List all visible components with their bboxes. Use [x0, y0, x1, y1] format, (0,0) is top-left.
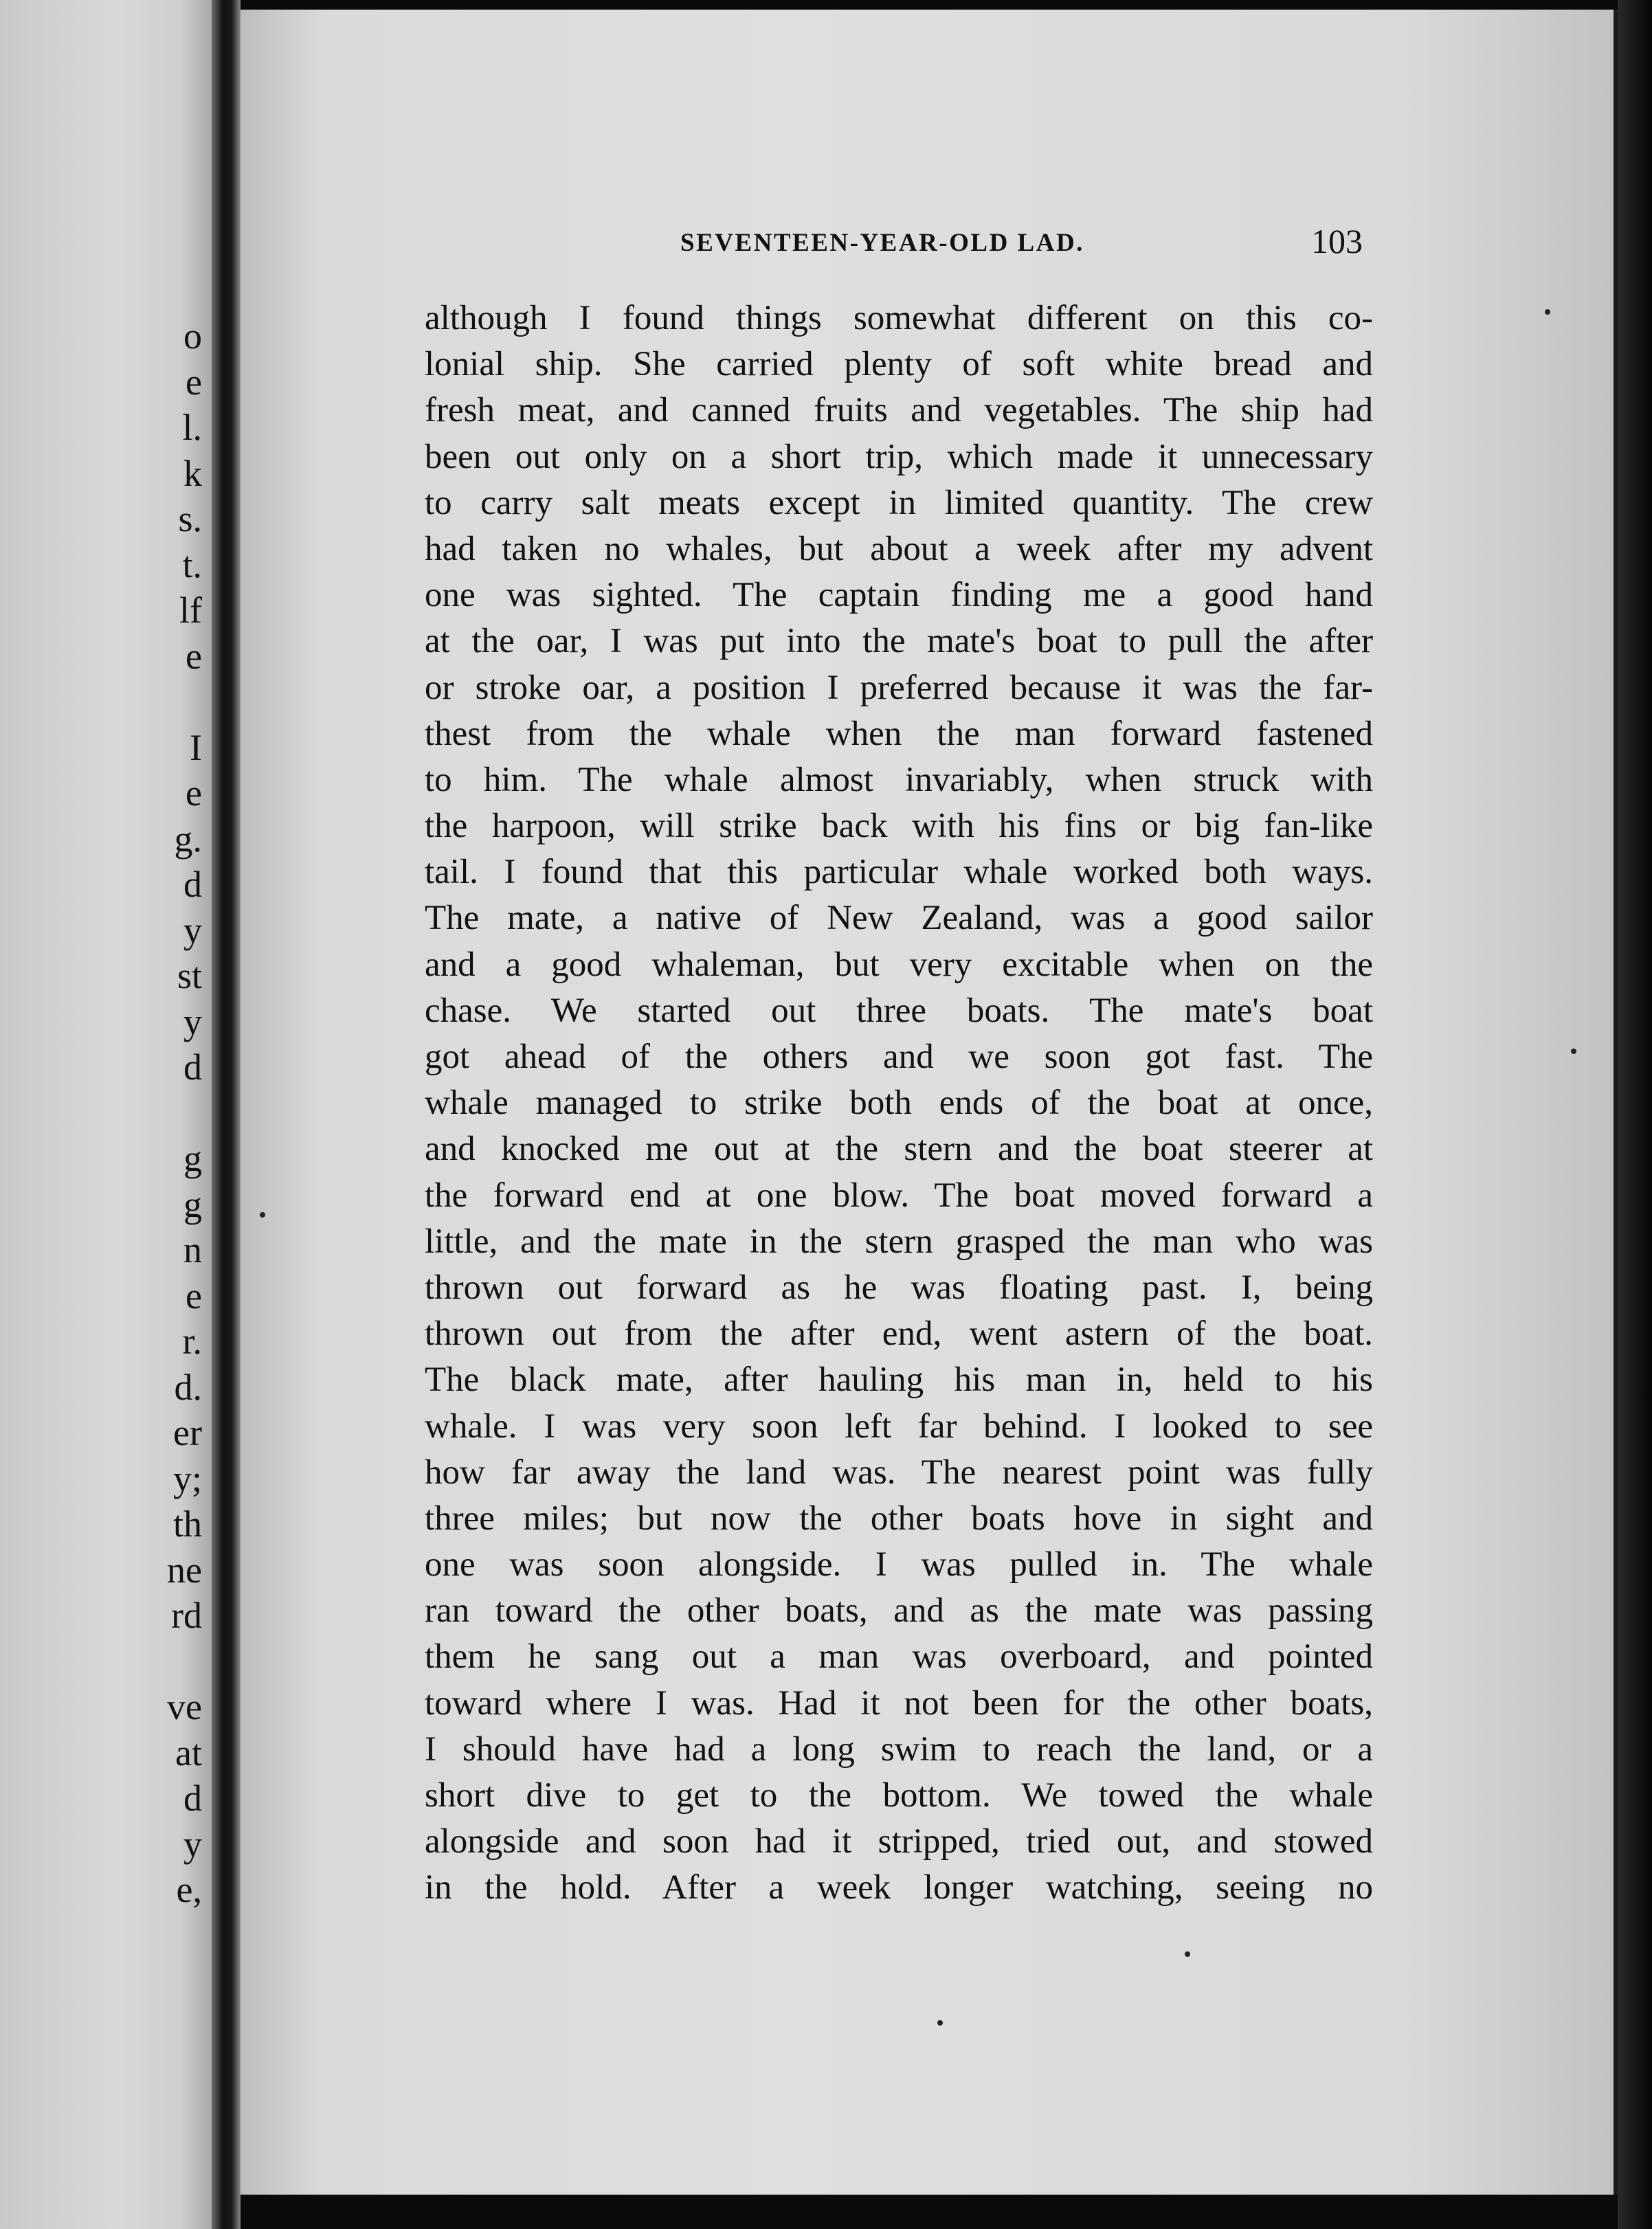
- text-line: got ahead of the others and we soon got fast. The: [425, 1038, 1373, 1076]
- text-line: The black mate, after hauling his man in, held to his: [425, 1360, 1373, 1400]
- left-facing-page: [0, 0, 212, 2229]
- page-edge-shadow: [1618, 0, 1652, 2229]
- ink-speck: [1185, 1951, 1190, 1957]
- left-page-line-fragment: d: [183, 864, 202, 905]
- text-line: and knocked me out at the stern and the boat steerer at: [425, 1130, 1373, 1169]
- text-line: tail. I found that this particular whale worked both ways.: [425, 853, 1373, 892]
- text-line: had taken no whales, but about a week after my advent: [425, 529, 1373, 568]
- text-line: fresh meat, and canned fruits and vegetables. The ship had: [425, 391, 1373, 430]
- text-line: one was soon alongside. I was pulled in. The whale: [425, 1545, 1373, 1584]
- text-line: how far away the land was. The nearest point was fully: [425, 1453, 1373, 1492]
- left-page-line-fragment: at: [175, 1732, 202, 1773]
- left-page-line-fragment: I: [190, 726, 202, 768]
- left-page-line-fragment: er: [173, 1412, 202, 1453]
- text-line: at the oar, I was put into the mate's boat to pull the after: [425, 622, 1373, 661]
- text-line: whale managed to strike both ends of the boat at once,: [425, 1084, 1373, 1123]
- left-page-line-fragment: e: [186, 772, 202, 814]
- left-page-line-fragment: k: [183, 452, 202, 494]
- left-page-line-fragment: g: [183, 1138, 202, 1179]
- left-page-line-fragment: l.: [182, 407, 202, 448]
- text-line: one was sighted. The captain finding me a good hand: [425, 576, 1373, 615]
- left-page-line-fragment: o: [183, 315, 202, 357]
- text-line: lonial ship. She carried plenty of soft white bread and: [425, 345, 1373, 384]
- text-line: toward where I was. Had it not been for the other boats,: [425, 1683, 1373, 1723]
- text-line: little, and the mate in the stern grasped the man who was: [425, 1222, 1373, 1261]
- text-line: whale. I was very soon left far behind. I looked to see: [425, 1407, 1373, 1446]
- left-page-line-fragment: ne: [167, 1549, 202, 1591]
- left-page-line-fragment: ve: [167, 1686, 202, 1727]
- left-page-line-fragment: e: [186, 635, 202, 677]
- ink-speck: [1545, 309, 1550, 315]
- ink-speck: [260, 1212, 265, 1218]
- running-head: SEVENTEEN-YEAR-OLD LAD.: [680, 229, 1084, 257]
- text-line: although I found things somewhat different on this co-: [425, 299, 1373, 337]
- ink-speck: [937, 2020, 943, 2026]
- left-page-line-fragment: y: [183, 1000, 202, 1042]
- text-line: and a good whaleman, but very excitable when on the: [425, 945, 1373, 984]
- text-line: to him. The whale almost invariably, when struck with: [425, 760, 1373, 799]
- text-line: them he sang out a man was overboard, and pointed: [425, 1637, 1373, 1677]
- left-page-line-fragment: rd: [171, 1595, 202, 1636]
- left-page-line-fragment: y: [183, 909, 202, 951]
- text-line: the harpoon, will strike back with his fins or big fan-like: [425, 807, 1373, 846]
- left-page-line-fragment: e,: [176, 1869, 202, 1910]
- left-page-line-fragment: d: [183, 1046, 202, 1088]
- left-page-line-fragment: st: [177, 955, 202, 996]
- book-gutter: [212, 0, 241, 2229]
- body-text: [425, 295, 1373, 1912]
- left-page-line-fragment: e: [186, 361, 202, 403]
- text-line: the forward end at one blow. The boat moved forward a: [425, 1176, 1373, 1215]
- page-number: 103: [1311, 222, 1363, 260]
- text-line: I should have had a long swim to reach the land, or a: [425, 1729, 1373, 1769]
- text-line: thest from the whale when the man forward fastened: [425, 714, 1373, 753]
- left-page-line-fragment: g: [183, 1183, 202, 1225]
- text-line: alongside and soon had it stripped, tried out, and stowed: [425, 1822, 1373, 1861]
- text-line: been out only on a short trip, which made it unnecessary: [425, 437, 1373, 476]
- text-line: to carry salt meats except in limited quantity. The crew: [425, 483, 1373, 522]
- left-page-line-fragment: r.: [182, 1321, 202, 1362]
- left-page-line-fragment: e: [186, 1275, 202, 1317]
- text-line: thrown out forward as he was floating past. I, being: [425, 1268, 1373, 1307]
- text-line: thrown out from the after end, went astern of the boat.: [425, 1314, 1373, 1354]
- text-line: or stroke oar, a position I preferred because it was the far-: [425, 668, 1373, 707]
- left-page-line-fragment: g.: [174, 818, 202, 860]
- left-page-line-fragment: y: [183, 1823, 202, 1865]
- left-page-line-fragment: n: [183, 1229, 202, 1270]
- text-line: in the hold. After a week longer watching, seeing no: [425, 1868, 1373, 1907]
- text-line: The mate, a native of New Zealand, was a good sailor: [425, 899, 1373, 938]
- text-line: chase. We started out three boats. The mate's boat: [425, 991, 1373, 1030]
- left-page-line-fragment: d.: [174, 1366, 202, 1408]
- text-line: short dive to get to the bottom. We towed the whale: [425, 1776, 1373, 1815]
- left-page-line-fragment: s.: [178, 498, 202, 539]
- text-line: ran toward the other boats, and as the mate was passing: [425, 1591, 1373, 1631]
- left-page-line-fragment: lf: [179, 590, 202, 631]
- left-page-line-fragment: t.: [182, 544, 202, 585]
- text-line: three miles; but now the other boats hove in sight and: [425, 1499, 1373, 1538]
- left-page-line-fragment: d: [183, 1778, 202, 1819]
- right-page: [241, 10, 1618, 2195]
- left-page-line-fragment: y;: [172, 1457, 202, 1499]
- ink-speck: [1571, 1049, 1576, 1054]
- left-page-line-fragment: th: [172, 1503, 202, 1545]
